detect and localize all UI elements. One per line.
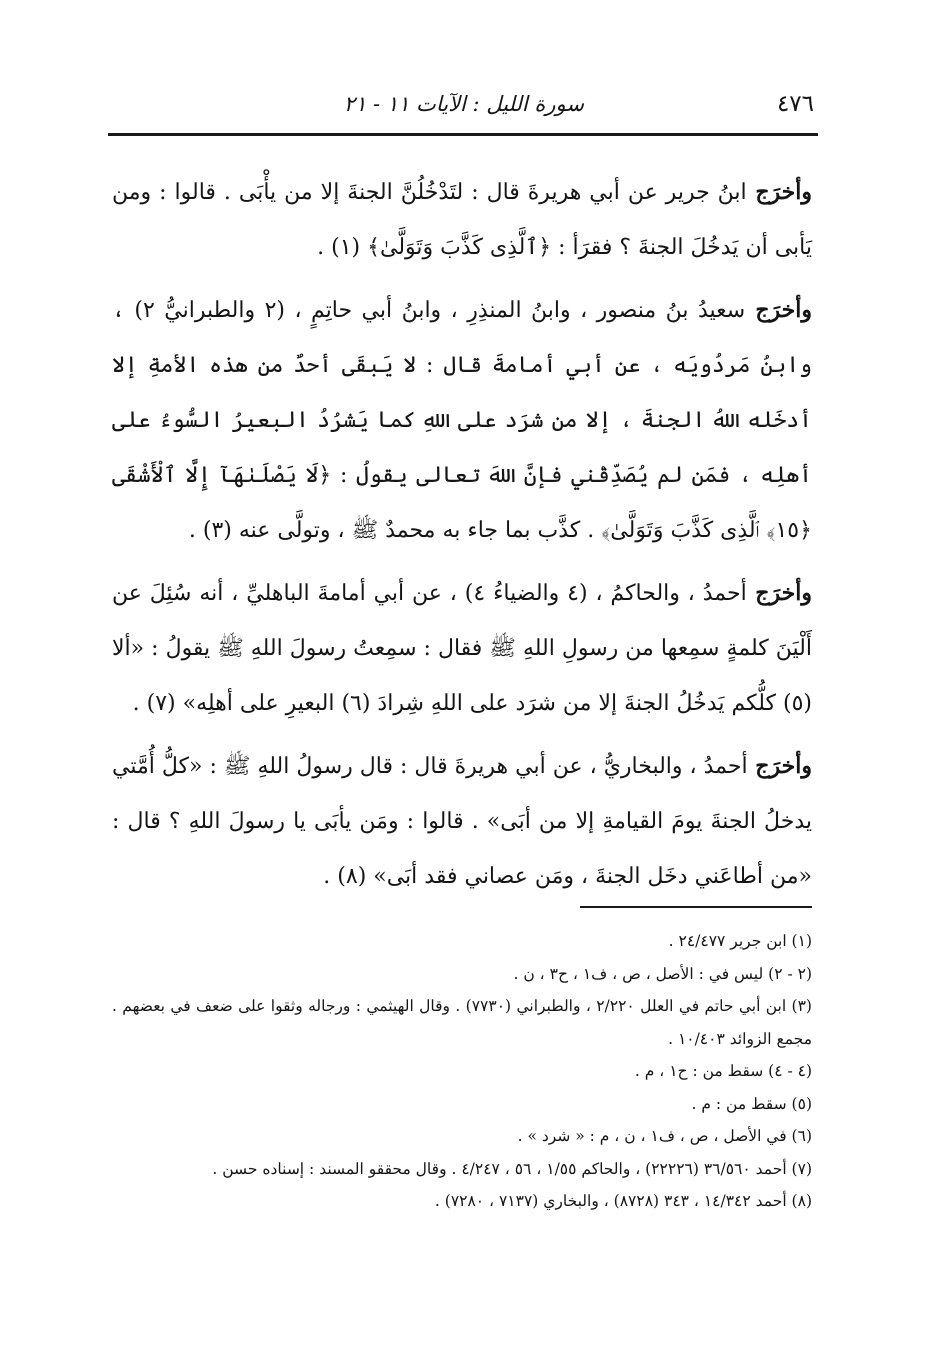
footnote-3: (٣) ابن أبي حاتم في العلل ٢/٢٢٠ ، والطبراني (٧٧٣٠) . وقال الهيثمي : ورجاله وثقوا على ضعف في بعضهم . مجمع الزوائد ١٠/٤٠٣ . — [112, 997, 812, 1048]
paragraph-text: أحمدُ ، والبخاريُّ ، عن أبي هريرةَ قال : قال رسولُ اللهِ ﷺ : «كلُّ أُمَّتي يدخلُ الجنةَ يومَ القيامةِ إلا من أبَى» . قالوا : ومَن يأبَى يا رسولَ اللهِ ؟ قال : «من أطاعَني دخَل الجنةَ ، ومَن عصاني فقد أبَى» (٨) . — [112, 754, 812, 889]
page-number: ٤٧٦ — [776, 91, 814, 117]
paragraph-text: أحمدُ ، والحاكمُ ، (٤ والضياءُ ٤) ، عن أبي أمامةَ الباهليِّ ، أنه سُئِلَ عن أَلْيَنَ كلمةٍ سمِعها من رسولِ اللهِ ﷺ فقال : سمِعتُ رسولَ اللهِ ﷺ يقولُ : «ألا (٥) كلُّكم يَدخُلُ الجنةَ إلا من شرَد على اللهِ شِرادَ (٦) البعيرِ على أهلِه» (٧) . — [112, 581, 812, 716]
paragraph-3 — [112, 566, 812, 731]
footnote-6: (٦) في الأصل ، ص ، ف١ ، ن ، م : « شرد » . — [517, 1127, 812, 1145]
paragraph-lead: وأخرَج — [755, 580, 812, 606]
footnote-1: (١) ابن جرير ٢٤/٤٧٧ . — [668, 932, 812, 950]
footnote-7: (٧) أحمد ٣٦/٥٦٠ (٢٢٢٢٦) ، والحاكم ١/٥٥ ، ٥٦ ، ٤/٢٤٧ . وقال محققو المسند : إسناده حسن . — [212, 1159, 812, 1178]
paragraph-1 — [112, 165, 812, 275]
paragraph-2 — [112, 283, 812, 558]
paragraph-4 — [112, 739, 812, 904]
footnote-rule — [580, 906, 812, 908]
footnotes — [112, 925, 812, 1218]
paragraph-lead: وأخرَج — [755, 297, 813, 323]
paragraph-lead: وأخرَج — [755, 179, 812, 205]
page-header — [112, 84, 814, 124]
paragraph-text: ابنُ جرير عن أبي هريرةَ قال : لتَدْخُلُنَّ الجنةَ إلا من يأْبَى . قالوا : ومن يَأبى أن يَدخُلَ الجنةَ ؟ فقرَأ : ﴿ٱلَّذِى كَذَّبَ وَتَوَلَّىٰ﴾ (١) . — [112, 180, 812, 260]
footnote-5: (٥) سقط من : م . — [691, 1094, 812, 1113]
header-rule — [108, 133, 818, 136]
footnote-8: (٨) أحمد ١٤/٣٤٢ ، ٣٤٣ (٨٧٢٨) ، والبخاري (٧١٣٧ ، ٧٢٨٠) . — [434, 1192, 812, 1210]
footnote-2: (٢ - ٢) ليس في : الأصل ، ص ، ف١ ، ح٣ ، ن . — [513, 964, 812, 983]
main-text — [112, 165, 812, 912]
running-head: سورة الليل : الآيات ١١ - ٢١ — [343, 92, 584, 116]
footnote-4: (٤ - ٤) سقط من : ح١ ، م . — [634, 1062, 812, 1080]
paragraph-text: سعيدُ بنُ منصور ، وابنُ المنذِرِ ، وابنُ أبي حاتِمٍ ، (٢ والطبرانيُّ ٢) ، وابنُ مَردُويَه ، عن أبي أمامةَ قال : لا يَبقَى أحدٌ من هذه الأمةِ إلا أدخَله اللهُ الجنةَ ، إلا من شرَد على اللهِ كما يَشرُدُ البعيرُ السُّوءُ على أهلِه ، فمَن لم يُصَدِّقْني فإنَّ اللهَ تعالى يقولُ : ﴿لَا يَصْلَىٰهَآ إِلَّا ٱلْأَشْقَى ﴿١٥﴾ ٱلَّذِى كَذَّبَ وَتَوَلَّىٰ﴾ . كذَّب بما جاء به محمدٌ ﷺ ، وتولَّى عنه (٣) . — [112, 298, 812, 543]
paragraph-lead: وأخرَج — [755, 753, 812, 779]
